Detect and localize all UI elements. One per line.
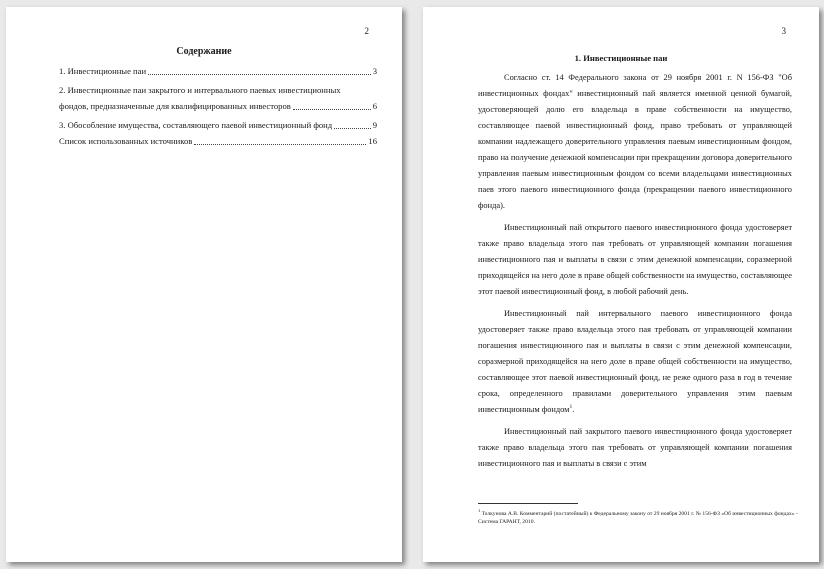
- paragraph: Согласно ст. 14 Федерального закона от 29 ноября 2001 г. N 156-ФЗ "Об инвестиционных фондах" инвестиционный пай является именной ценной бумагой, удостоверяющей долю его владельца в праве собственности на имущество, составляющее паевой инвестиционный фонд, право требовать от управляющей компании надлежащего доверительного управления паевым инвестиционным фондом, право на получение денежной компенсации при прекращении договора доверительного управления паевым инвестиционным фондом со всеми владельцами инвестиционных паев этого паевого инвестиционного фонда (прекращении паевого инвестиционного фонда).: [478, 73, 792, 210]
- footnote-divider: [478, 503, 578, 504]
- toc-leader-dots: [194, 143, 366, 145]
- toc-leader-dots: [293, 108, 371, 110]
- toc-entry-page: 9: [372, 120, 377, 130]
- toc-entry-title: 3. Обособление имущества, составляющего паевой инвестиционный фонд: [59, 120, 333, 130]
- paragraph: Инвестиционный пай закрытого паевого инвестиционного фонда удостоверяет также право владельца этого пая требовать от управляющей компании погашения инвестиционного пая и выплаты в связи с этим: [478, 427, 792, 468]
- toc-entry-title: Список использованных источников: [59, 136, 193, 146]
- toc-entry-page: 16: [368, 136, 377, 146]
- toc-leader-dots: [334, 127, 371, 129]
- chapter-title: 1. Инвестиционные паи: [574, 53, 668, 63]
- toc-entry-page: 6: [372, 101, 377, 111]
- document-page-left: [6, 7, 402, 562]
- toc-entry: [59, 98, 377, 114]
- toc-entry-title-line: 2. Инвестиционные паи закрытого и интервального паевых инвестиционных: [59, 85, 341, 95]
- paragraph-text: Инвестиционный пай интервального паевого инвестиционного фонда удостоверяет также право владельца этого пая требовать от управляющей компании погашения инвестиционного пая и выплаты в связи с этим денежной компенсации, соразмерной приходящейся на него доле в праве общей собственности на имущество, составляющее этот паевой инвестиционный фонд, не реже одного раза в год в течение срока, определенного правилами доверительного управления этим паевым инвестиционным фондом: [478, 309, 792, 414]
- page-number: 2: [364, 26, 369, 36]
- footnote-text: Толкунова А.В. Комментарий (постатейный) к Федеральному закону от 29 ноября 2001 г. № 156-ФЗ «Об инвестиционных фондах» - Система ГАРАНТ, 2010.: [478, 510, 798, 525]
- body-text: [478, 70, 792, 472]
- footnote-reference: 1: [569, 404, 573, 411]
- document-page-right: [423, 7, 819, 562]
- page-number: 3: [781, 26, 786, 36]
- toc-entry: [59, 117, 377, 133]
- paragraph: Инвестиционный пай интервального паевого инвестиционного фонда удостоверяет также право владельца этого пая требовать от управляющей компании погашения инвестиционного пая и выплаты в связи с этим денежной компенсации, соразмерной приходящейся на него доле в праве общей собственности на имущество, составляющее этот паевой инвестиционный фонд, не реже одного раза в год в течение срока, определенного правилами доверительного управления этим паевым инвестиционным фондом$^1$.: [478, 309, 792, 414]
- toc-entry-page: 3: [372, 66, 377, 76]
- toc-leader-dots: [148, 73, 371, 75]
- toc-entry-title: 1. Инвестиционные паи: [59, 66, 147, 76]
- toc-entry: [59, 133, 377, 149]
- footnote: [478, 507, 798, 526]
- toc-heading: Содержание: [176, 46, 232, 57]
- footnote-number: 1: [478, 508, 481, 513]
- paragraph: Инвестиционный пай открытого паевого инвестиционного фонда удостоверяет также право владельца этого пая требовать от управляющей компании погашения инвестиционного пая и выплаты в связи с этим денежной компенсации, соразмерной приходящейся на него доле в праве общей собственности на имущество, составляющее этот паевой инвестиционный фонд, в любой рабочий день.: [478, 223, 792, 296]
- table-of-contents: [59, 63, 377, 149]
- toc-entry-title: фондов, предназначенные для квалифицированных инвесторов: [59, 101, 291, 111]
- toc-entry: [59, 63, 377, 79]
